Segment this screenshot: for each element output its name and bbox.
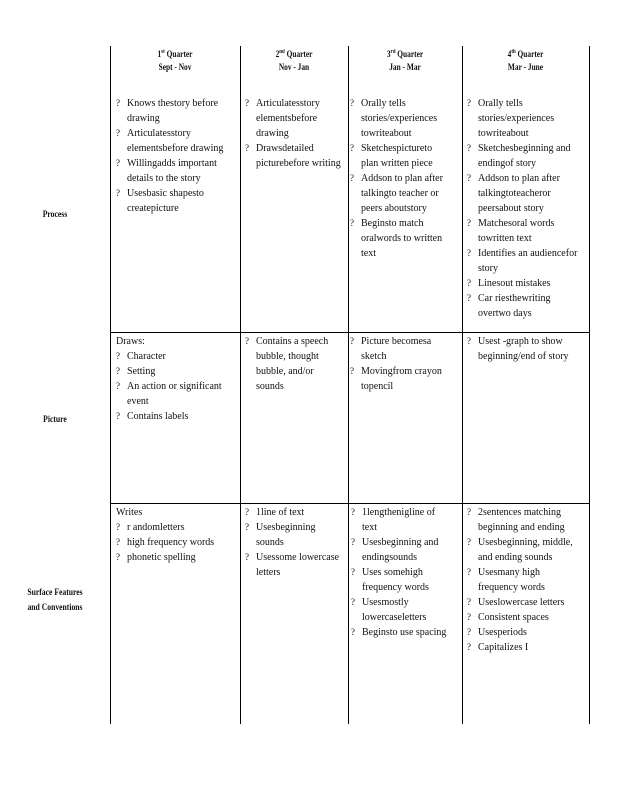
list-item: ? Beginsto use spacing xyxy=(351,627,447,638)
grid-divider xyxy=(110,503,590,504)
bullet-icon: ? xyxy=(467,642,471,652)
bullet-icon: ? xyxy=(467,218,471,228)
cell-lead-text: Draws: xyxy=(116,336,145,347)
bullet-icon: ? xyxy=(245,522,249,532)
list-item: ? Usesbeginning sounds xyxy=(245,522,316,548)
list-item: ? Contains a speech bubble, thought bubble, and/or sounds xyxy=(245,336,329,392)
bullet-icon: ? xyxy=(351,597,355,607)
bullet-icon: ? xyxy=(351,567,355,577)
list-item: ? Identifies an audiencefor story xyxy=(467,248,578,274)
bullet-icon: ? xyxy=(116,537,120,547)
list-item: ? Usesperiods xyxy=(467,627,527,638)
list-item: ? Addson to plan after talkingto teacher or peers aboutstory xyxy=(350,173,443,214)
list-item: ? Articulatesstory elementsbefore drawing xyxy=(245,98,320,139)
cell-lead-text: Writes xyxy=(116,507,143,518)
list-item: ? r andomletters xyxy=(116,522,185,533)
bullet-icon: ? xyxy=(467,98,471,108)
header-q3: 3rd Quarter Jan - Mar xyxy=(386,49,424,72)
bullet-icon: ? xyxy=(116,158,120,168)
bullet-icon: ? xyxy=(350,143,354,153)
bullet-icon: ? xyxy=(351,537,355,547)
list-item: ? 1line of text xyxy=(245,507,305,518)
bullet-icon: ? xyxy=(350,98,354,108)
bullet-icon: ? xyxy=(350,173,354,183)
list-item: ? 2sentences matching beginning and ending xyxy=(467,507,565,533)
list-item: ? An action or significant event xyxy=(116,381,222,407)
bullet-icon: ? xyxy=(116,522,120,532)
list-item: ? Linesout mistakes xyxy=(467,278,551,289)
bullet-icon: ? xyxy=(116,552,120,562)
list-item: ? Sketchesbeginning and endingof story xyxy=(467,143,571,169)
bullet-icon: ? xyxy=(116,381,120,391)
list-item: ? Orally tells stories/experiences towriteabout xyxy=(350,98,438,139)
list-item: ? Usesbeginning and endingsounds xyxy=(351,537,439,563)
list-item: ? Capitalizes I xyxy=(467,642,529,653)
list-item: ? Usesbasic shapesto createpicture xyxy=(116,188,204,214)
cell-picture-q4 xyxy=(467,334,580,364)
bullet-icon: ? xyxy=(467,567,471,577)
list-item: ? Consistent spaces xyxy=(467,612,549,623)
list-item: ? Usesmany high frequency words xyxy=(467,567,545,593)
list-item: ? Knows thestory before drawing xyxy=(116,98,219,124)
list-item: ? Useslowercase letters xyxy=(467,597,565,608)
list-item: ? Character xyxy=(116,351,166,362)
bullet-icon: ? xyxy=(351,507,355,517)
bullet-icon: ? xyxy=(245,552,249,562)
cell-picture-q2 xyxy=(245,334,341,394)
bullet-icon: ? xyxy=(350,366,354,376)
cell-process-q2 xyxy=(245,96,341,171)
bullet-icon: ? xyxy=(467,278,471,288)
bullet-icon: ? xyxy=(116,411,120,421)
bullet-icon: ? xyxy=(467,507,471,517)
grid-divider xyxy=(110,332,590,333)
bullet-icon: ? xyxy=(245,98,249,108)
cell-process-q1 xyxy=(116,96,230,216)
grid-divider xyxy=(240,46,241,724)
bullet-icon: ? xyxy=(245,336,249,346)
bullet-icon: ? xyxy=(467,293,471,303)
cell-picture-q3 xyxy=(350,334,450,394)
bullet-icon: ? xyxy=(350,218,354,228)
list-item: ? Contains labels xyxy=(116,411,189,422)
list-item: ? Usesbeginning, middle, and ending sounds xyxy=(467,537,573,563)
bullet-icon: ? xyxy=(116,366,120,376)
grid-divider xyxy=(462,46,463,724)
list-item: ? Beginsto match oralwords to written text xyxy=(350,218,443,259)
list-item: ? Orally tells stories/experiences towriteabout xyxy=(467,98,555,139)
bullet-icon: ? xyxy=(350,336,354,346)
bullet-icon: ? xyxy=(467,612,471,622)
cell-surface-q1 xyxy=(116,505,232,565)
bullet-icon: ? xyxy=(467,336,471,346)
list-item: ? Usest -graph to show beginning/end of story xyxy=(467,336,569,362)
bullet-icon: ? xyxy=(467,143,471,153)
list-item: ? Matchesoral words towritten text xyxy=(467,218,555,244)
bullet-icon: ? xyxy=(467,173,471,183)
bullet-icon: ? xyxy=(467,627,471,637)
cell-process-q3 xyxy=(350,96,450,261)
list-item: ? Usesmostly lowercaseletters xyxy=(351,597,427,623)
list-item: ? Drawsdetailed picturebefore writing xyxy=(245,143,341,169)
list-item: ? Addson to plan after talkingtoteacheror peersabout story xyxy=(467,173,560,214)
bullet-icon: ? xyxy=(245,143,249,153)
list-item: ? Usessome lowercase letters xyxy=(245,552,340,578)
grid-divider xyxy=(110,46,111,724)
bullet-icon: ? xyxy=(245,507,249,517)
bullet-icon: ? xyxy=(467,248,471,258)
bullet-icon: ? xyxy=(116,98,120,108)
grid-divider xyxy=(348,46,349,724)
list-item: ? Movingfrom crayon topencil xyxy=(350,366,442,392)
list-item: ? high frequency words xyxy=(116,537,215,548)
header-q4: 4th Quarter Mar - June xyxy=(507,49,544,72)
bullet-icon: ? xyxy=(351,627,355,637)
list-item: ? Setting xyxy=(116,366,156,377)
list-item: ? 1lengthenigline of text xyxy=(351,507,436,533)
grid-divider xyxy=(589,46,590,724)
list-item: ? Articulatesstory elementsbefore drawing xyxy=(116,128,224,154)
bullet-icon: ? xyxy=(467,537,471,547)
list-item: ? Sketchespictureto plan written piece xyxy=(350,143,433,169)
bullet-icon: ? xyxy=(116,188,120,198)
header-q2: 2nd Quarter Nov - Jan xyxy=(275,49,313,72)
cell-surface-q4 xyxy=(467,505,580,655)
header-q1: 1st Quarter Sept - Nov xyxy=(157,49,193,72)
bullet-icon: ? xyxy=(116,351,120,361)
row-label-process: Process xyxy=(42,209,68,219)
list-item: ? phonetic spelling xyxy=(116,552,196,563)
cell-process-q4 xyxy=(467,96,580,321)
list-item: ? Willingadds important details to the story xyxy=(116,158,217,184)
list-item: ? Picture becomesa sketch xyxy=(350,336,432,362)
bullet-icon: ? xyxy=(116,128,120,138)
cell-picture-q1 xyxy=(116,334,230,424)
cell-surface-q2 xyxy=(245,505,341,580)
list-item: ? Car riesthewriting overtwo days xyxy=(467,293,551,319)
row-label-surface-features: Surface Features and Conventions xyxy=(27,587,83,612)
row-label-picture: Picture xyxy=(43,414,67,424)
cell-surface-q3 xyxy=(351,505,451,640)
bullet-icon: ? xyxy=(467,597,471,607)
list-item: ? Uses somehigh frequency words xyxy=(351,567,429,593)
